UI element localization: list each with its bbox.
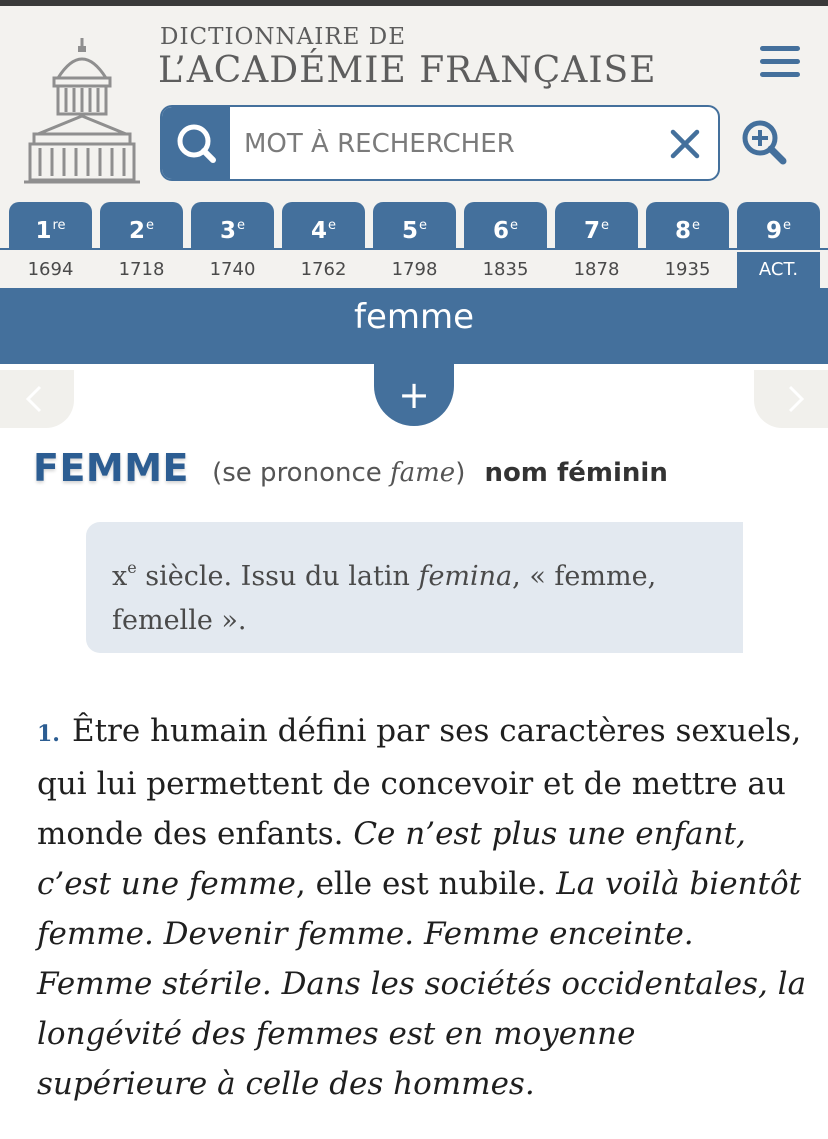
previous-word-button[interactable] (0, 370, 74, 428)
chevron-left-icon (22, 384, 46, 414)
tab-year: 1718 (118, 259, 165, 280)
tab-edition-8[interactable] (646, 202, 729, 286)
definition-text: Être humain défini par ses caractères sexuels, qui lui permettent de concevoir et de mettre au monde des enfants. (37, 713, 802, 852)
expand-button[interactable]: + (374, 364, 454, 426)
etymology-box (86, 522, 743, 653)
etymology-latin-word: femina (418, 561, 513, 592)
tab-number: 4 (310, 218, 327, 244)
tab-edition-9-current[interactable] (737, 202, 820, 286)
site-title-line1: DICTIONNAIRE DE (160, 24, 406, 50)
tab-ordinal: re (52, 218, 66, 233)
search-button[interactable] (162, 107, 230, 179)
tab-year: ACT. (737, 252, 820, 288)
pronunciation-value: fame (390, 458, 456, 488)
tab-ordinal: e (510, 218, 518, 233)
tab-ordinal: e (419, 218, 427, 233)
edition-tabs (0, 200, 828, 290)
pronunciation-prefix: (se prononce (212, 458, 382, 488)
tab-year: 1740 (209, 259, 256, 280)
site-title-line2: L’ACADÉMIE FRANÇAISE (158, 50, 657, 91)
tab-number: 1 (35, 218, 52, 244)
etymology-century: x (112, 561, 128, 592)
grammatical-category: nom féminin (484, 458, 668, 488)
tab-edition-7[interactable] (555, 202, 638, 286)
current-word-bar (0, 288, 828, 364)
tab-year: 1694 (27, 259, 74, 280)
tab-edition-5[interactable] (373, 202, 456, 286)
tab-ordinal: e (146, 218, 154, 233)
search-bar (160, 105, 720, 181)
tab-number: 2 (128, 218, 145, 244)
tab-number: 6 (492, 218, 509, 244)
tab-ordinal: e (601, 218, 609, 233)
tab-year: 1935 (664, 259, 711, 280)
next-word-button[interactable] (754, 370, 828, 428)
tab-ordinal: e (692, 218, 700, 233)
close-icon[interactable] (668, 127, 702, 161)
tab-year: 1798 (391, 259, 438, 280)
tab-edition-1[interactable] (9, 202, 92, 286)
tab-number: 8 (674, 218, 691, 244)
tab-ordinal: e (237, 218, 245, 233)
definition-number: 1. (37, 721, 60, 747)
definition-examples: La voilà bientôt femme. Devenir femme. Femme enceinte. Femme stérile. Dans les sociétés occidentales, la longévité des femmes est en moyenne supérieure à celle des hommes. (37, 866, 807, 1102)
definition-example: Ce n’est plus une enfant, c’est une femme (37, 816, 746, 902)
magnifier-plus-icon[interactable] (736, 116, 792, 172)
etymology-text-end: , « femme, femelle ». (112, 561, 657, 636)
headword: FEMME (33, 446, 190, 490)
tab-year: 1835 (482, 259, 529, 280)
pronunciation-suffix: ) (455, 458, 466, 488)
definition-1 (37, 706, 807, 1109)
tab-ordinal: e (328, 218, 336, 233)
tab-number: 3 (219, 218, 236, 244)
etymology-text: siècle. Issu du latin (136, 561, 419, 592)
tab-number: 9 (765, 218, 782, 244)
tab-edition-4[interactable] (282, 202, 365, 286)
current-word: femme (353, 297, 475, 337)
search-icon (162, 107, 230, 179)
academie-dome-logo[interactable] (24, 36, 140, 186)
tab-number: 5 (401, 218, 418, 244)
chevron-right-icon (784, 384, 808, 414)
site-header (0, 6, 828, 200)
tab-edition-2[interactable] (100, 202, 183, 286)
tab-edition-3[interactable] (191, 202, 274, 286)
pronunciation (212, 458, 465, 488)
tab-year: 1762 (300, 259, 347, 280)
tab-edition-6[interactable] (464, 202, 547, 286)
entry-header (33, 446, 668, 490)
tab-ordinal: e (783, 218, 791, 233)
tab-year: 1878 (573, 259, 620, 280)
search-input[interactable] (242, 123, 646, 165)
definition-text-continued: , elle est nubile. (295, 866, 557, 902)
etymology-century-sup: e (127, 558, 137, 577)
tab-number: 7 (583, 218, 600, 244)
hamburger-menu-icon[interactable] (760, 46, 800, 78)
